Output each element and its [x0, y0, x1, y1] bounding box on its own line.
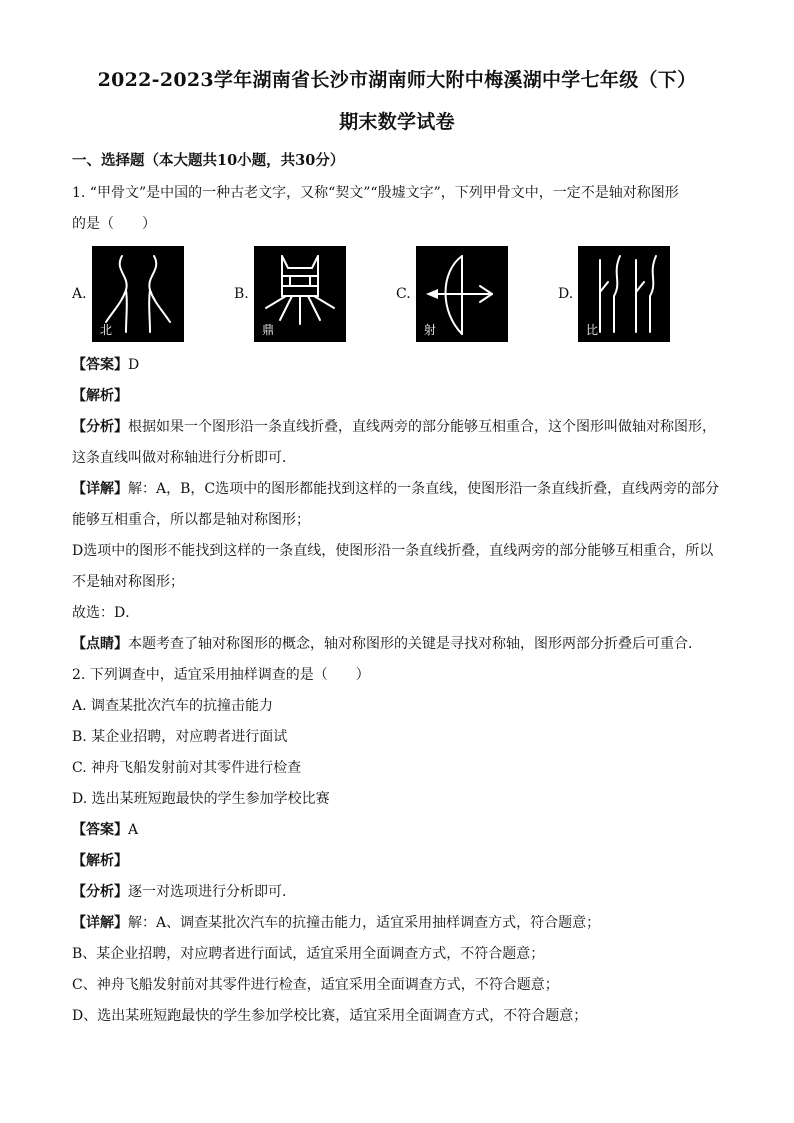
glyph-caption: 射 — [424, 323, 437, 337]
dianjing-text: 本题考查了轴对称图形的概念，轴对称图形的关键是寻找对称轴，图形两部分折叠后可重合． — [128, 636, 702, 652]
q1-xiangjie-line5: 故选：D． — [72, 605, 140, 621]
q1-stem-line1: 1. “甲骨文”是中国的一种古老文字，又称“契文”“殷墟文字”，下列甲骨文中，一定不是轴对称图形 — [72, 185, 679, 201]
q1-dianjing — [72, 629, 722, 660]
option-label: A. — [72, 286, 87, 302]
q2-stem: 2. 下列调查中，适宜采用抽样调查的是（ ） — [72, 667, 370, 683]
xiangjie-tag: 【详解】 — [72, 915, 128, 931]
q1-xiangjie-line1 — [72, 474, 722, 505]
q1-xiangjie-line3: D选项中的图形不能找到这样的一条直线，使图形沿一条直线折叠，直线两旁的部分能够互相重合，所以 — [72, 543, 714, 559]
q1-fenxi-line1 — [72, 412, 722, 443]
glyph-caption: 北 — [100, 323, 113, 337]
q2-option-a: A. 调查某批次汽车的抗撞击能力 — [72, 698, 274, 714]
q2-xiangjie-line2: B、某企业招聘，对应聘者进行面试，适宜采用全面调查方式，不符合题意； — [72, 946, 545, 962]
exam-page — [72, 64, 722, 1032]
page-title-line2: 期末数学试卷 — [339, 111, 455, 133]
q1-answer — [72, 350, 722, 381]
xiangjie-text: 解：A、调查某批次汽车的抗撞击能力，适宜采用抽样调查方式，符合题意； — [128, 915, 601, 931]
q2-option-c: C. 神舟飞船发射前对其零件进行检查 — [72, 760, 302, 776]
fenxi-text: 根据如果一个图形沿一条直线折叠，直线两旁的部分能够互相重合，这个图形叫做轴对称图形， — [128, 419, 716, 435]
glyph-caption: 鼎 — [262, 323, 275, 337]
answer-value: D — [128, 357, 140, 373]
fenxi-tag: 【分析】 — [72, 419, 128, 435]
oracle-bei-image — [92, 246, 184, 342]
option-label: C. — [396, 286, 411, 302]
q2-option-d: D. 选出某班短跑最快的学生参加学校比赛 — [72, 791, 330, 807]
section-heading: 一、选择题（本大题共10小题，共30分） — [72, 152, 345, 169]
q2-fenxi — [72, 877, 722, 908]
q1-option-c — [396, 246, 558, 342]
q1-option-d — [558, 246, 720, 342]
xiangjie-tag: 【详解】 — [72, 481, 128, 497]
glyph-caption: 比 — [586, 323, 599, 337]
q1-analysis-heading — [72, 381, 722, 412]
q1-xiangjie-line4: 不是轴对称图形； — [72, 574, 184, 590]
q1-stem-line2: 的是（ ） — [72, 216, 156, 232]
q1-xiangjie-line2: 能够互相重合，所以都是轴对称图形； — [72, 512, 310, 528]
q1-option-a — [72, 246, 234, 342]
q1-options — [72, 242, 722, 346]
q2-option-b: B. 某企业招聘，对应聘者进行面试 — [72, 729, 288, 745]
oracle-bi-image — [578, 246, 670, 342]
option-label: D. — [558, 286, 574, 302]
option-label: B. — [234, 286, 249, 302]
q2-xiangjie-line4: D、选出某班短跑最快的学生参加学校比赛，适宜采用全面调查方式，不符合题意； — [72, 1008, 588, 1024]
dianjing-tag: 【点睛】 — [72, 636, 128, 652]
q2-answer — [72, 815, 722, 846]
answer-value: A — [128, 822, 139, 838]
oracle-she-image — [416, 246, 508, 342]
page-title-line1: 2022-2023学年湖南省长沙市湖南师大附中梅溪湖中学七年级（下） — [97, 69, 697, 91]
analysis-tag: 【解析】 — [72, 853, 128, 869]
fenxi-tag: 【分析】 — [72, 884, 128, 900]
answer-tag: 【答案】 — [72, 822, 128, 838]
q1-option-b — [234, 246, 396, 342]
q2-xiangjie-line1 — [72, 908, 722, 939]
fenxi-text: 逐一对选项进行分析即可． — [128, 884, 296, 900]
answer-tag: 【答案】 — [72, 357, 128, 373]
analysis-tag: 【解析】 — [72, 388, 128, 404]
q2-analysis-heading — [72, 846, 722, 877]
oracle-ding-image — [254, 246, 346, 342]
q1-fenxi-line2: 这条直线叫做对称轴进行分析即可． — [72, 450, 296, 466]
q2-xiangjie-line3: C、神舟飞船发射前对其零件进行检查，适宜采用全面调查方式，不符合题意； — [72, 977, 559, 993]
xiangjie-text: 解：A，B，C选项中的图形都能找到这样的一条直线，使图形沿一条直线折叠，直线两旁的部分 — [128, 481, 720, 497]
